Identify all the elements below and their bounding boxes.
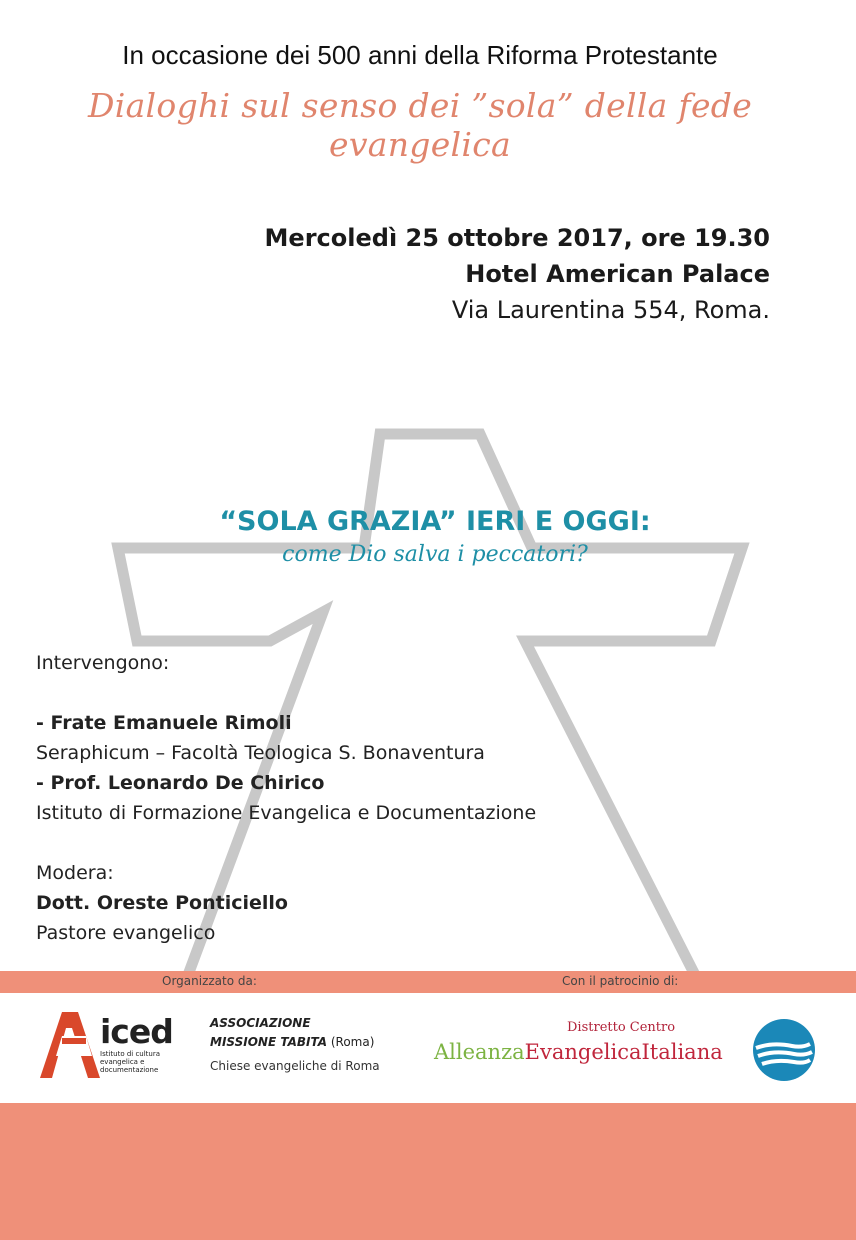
tabita-subtitle: Chiese evangeliche di Roma bbox=[210, 1059, 380, 1073]
iced-logo-word: iced bbox=[100, 1012, 173, 1051]
tabita-name bbox=[210, 1014, 374, 1052]
event-occasion: In occasione dei 500 anni della Riforma Protestante bbox=[122, 40, 718, 70]
tabita-name-line2: MISSIONE TABITA bbox=[210, 1035, 328, 1049]
moderator-label: Modera: bbox=[36, 862, 114, 884]
event-address: Via Laurentina 554, Roma. bbox=[451, 296, 770, 324]
event-date-time: Mercoledì 25 ottobre 2017, ore 19.30 bbox=[264, 224, 770, 252]
footer-top-band bbox=[0, 971, 856, 993]
footer-bottom-band bbox=[0, 1103, 856, 1240]
event-venue: Hotel American Palace bbox=[465, 260, 770, 288]
subject-title: “SOLA GRAZIA” IERI E OGGI: bbox=[219, 506, 651, 537]
speakers-intro-label: Intervengono: bbox=[36, 652, 170, 674]
speakers-section bbox=[36, 648, 536, 948]
alliance-logo-icon bbox=[752, 1018, 816, 1082]
tabita-name-line1: ASSOCIAZIONE bbox=[210, 1016, 311, 1030]
iced-logo-tagline: Istituto di cultura evangelica e documentazione bbox=[100, 1050, 161, 1074]
alliance-word3: Italiana bbox=[641, 1040, 723, 1064]
speaker-affiliation: Istituto di Formazione Evangelica e Documentazione bbox=[36, 802, 537, 824]
subject-subtitle: come Dio salva i peccatori? bbox=[282, 542, 588, 567]
patronage-label: Con il patrocinio di: bbox=[562, 974, 679, 988]
tabita-city: (Roma) bbox=[327, 1035, 375, 1049]
moderator-role: Pastore evangelico bbox=[36, 922, 216, 944]
organized-by-label: Organizzato da: bbox=[162, 974, 257, 988]
speaker-name: - Prof. Leonardo De Chirico bbox=[36, 772, 325, 794]
alliance-word2: Evangelica bbox=[524, 1040, 642, 1064]
moderator-name: Dott. Oreste Ponticiello bbox=[36, 892, 288, 914]
speaker-name: - Frate Emanuele Rimoli bbox=[36, 712, 292, 734]
alliance-word1: Alleanza bbox=[434, 1040, 525, 1064]
series-title: Dialoghi sul senso dei ”sola” della fede evangelica bbox=[87, 86, 753, 164]
speaker-affiliation: Seraphicum – Facoltà Teologica S. Bonaventura bbox=[36, 742, 485, 764]
iced-logo-icon bbox=[36, 1008, 104, 1080]
alliance-name bbox=[434, 1040, 723, 1064]
alliance-district: Distretto Centro bbox=[567, 1020, 676, 1035]
